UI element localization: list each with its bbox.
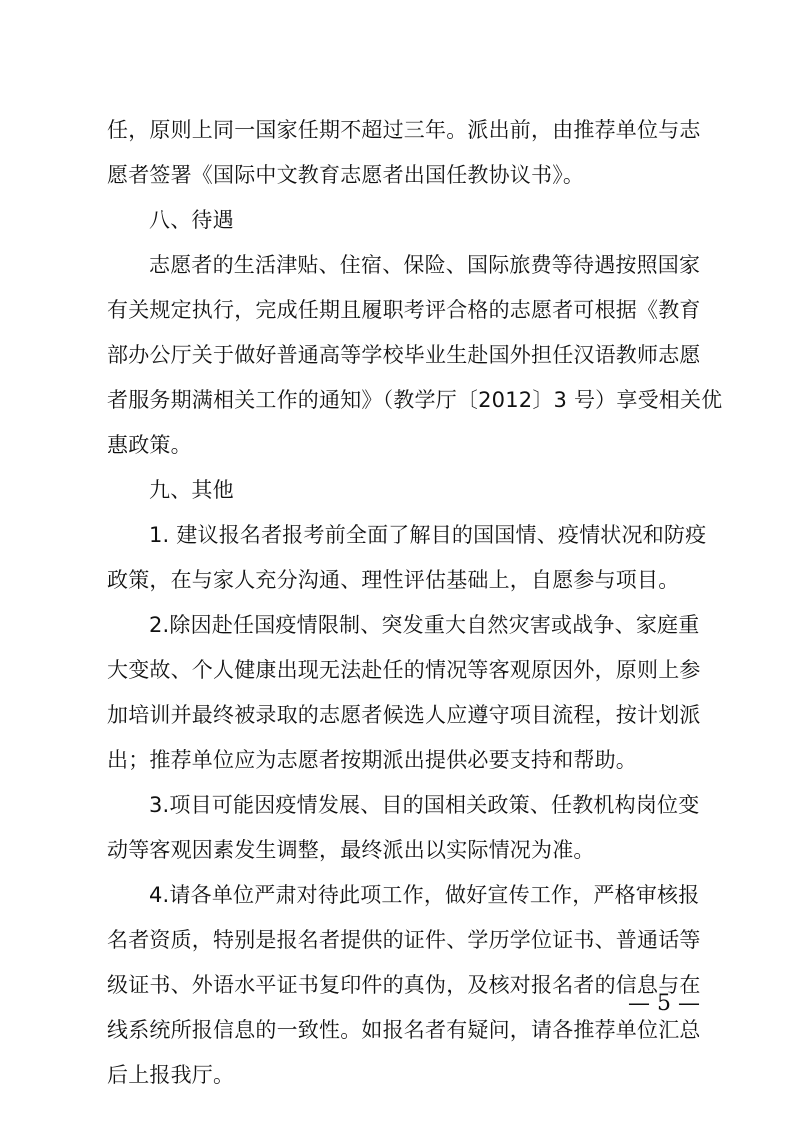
body-line-5: 有关规定执行，完成任期且履职考评合格的志愿者可根据《教育 <box>107 298 701 322</box>
list-item-1-line-1: 1. 建议报名者报考前全面了解目的国国情、疫情状况和防疫 <box>149 523 707 547</box>
body-line-4: 志愿者的生活津贴、住宿、保险、国际旅费等待遇按照国家 <box>149 253 701 277</box>
section-heading-treatment: 八、待遇 <box>149 208 234 232</box>
list-item-2-line-1: 2.除因赴任国疫情限制、突发重大自然灾害或战争、家庭重 <box>149 613 700 637</box>
list-item-3-line-1: 3.项目可能因疫情发展、目的国相关政策、任教机构岗位变 <box>149 793 700 817</box>
document-body <box>107 108 723 1098</box>
body-line-2: 愿者签署《国际中文教育志愿者出国任教协议书》。 <box>107 163 585 187</box>
list-item-4-line-5: 后上报我厅。 <box>107 1063 235 1087</box>
list-item-4-line-4: 线系统所报信息的一致性。如报名者有疑问，请各推荐单位汇总 <box>107 1018 701 1042</box>
list-item-4-line-2: 名者资质，特别是报名者提供的证件、学历学位证书、普通话等 <box>107 928 701 952</box>
page-number: — 5 — <box>628 991 700 1016</box>
list-item-3-line-2: 动等客观因素发生调整，最终派出以实际情况为准。 <box>107 838 595 862</box>
body-line-1: 任，原则上同一国家任期不超过三年。派出前，由推荐单位与志 <box>107 118 701 142</box>
section-heading-other: 九、其他 <box>149 478 234 502</box>
body-line-6: 部办公厅关于做好普通高等学校毕业生赴国外担任汉语教师志愿 <box>107 343 701 367</box>
list-item-4-line-3: 级证书、外语水平证书复印件的真伪，及核对报名者的信息与在 <box>107 973 701 997</box>
list-item-2-line-2: 大变故、个人健康出现无法赴任的情况等客观原因外，原则上参 <box>107 658 701 682</box>
list-item-2-line-4: 出；推荐单位应为志愿者按期派出提供必要支持和帮助。 <box>107 748 637 772</box>
list-item-4-line-1: 4.请各单位严肃对待此项工作，做好宣传工作，严格审核报 <box>149 883 700 907</box>
body-line-8: 惠政策。 <box>107 433 192 457</box>
list-item-1-line-2: 政策，在与家人充分沟通、理性评估基础上，自愿参与项目。 <box>107 568 680 592</box>
body-line-7: 者服务期满相关工作的通知》（教学厅〔2012〕3 号）享受相关优 <box>107 388 723 412</box>
list-item-2-line-3: 加培训并最终被录取的志愿者候选人应遵守项目流程，按计划派 <box>107 703 701 727</box>
